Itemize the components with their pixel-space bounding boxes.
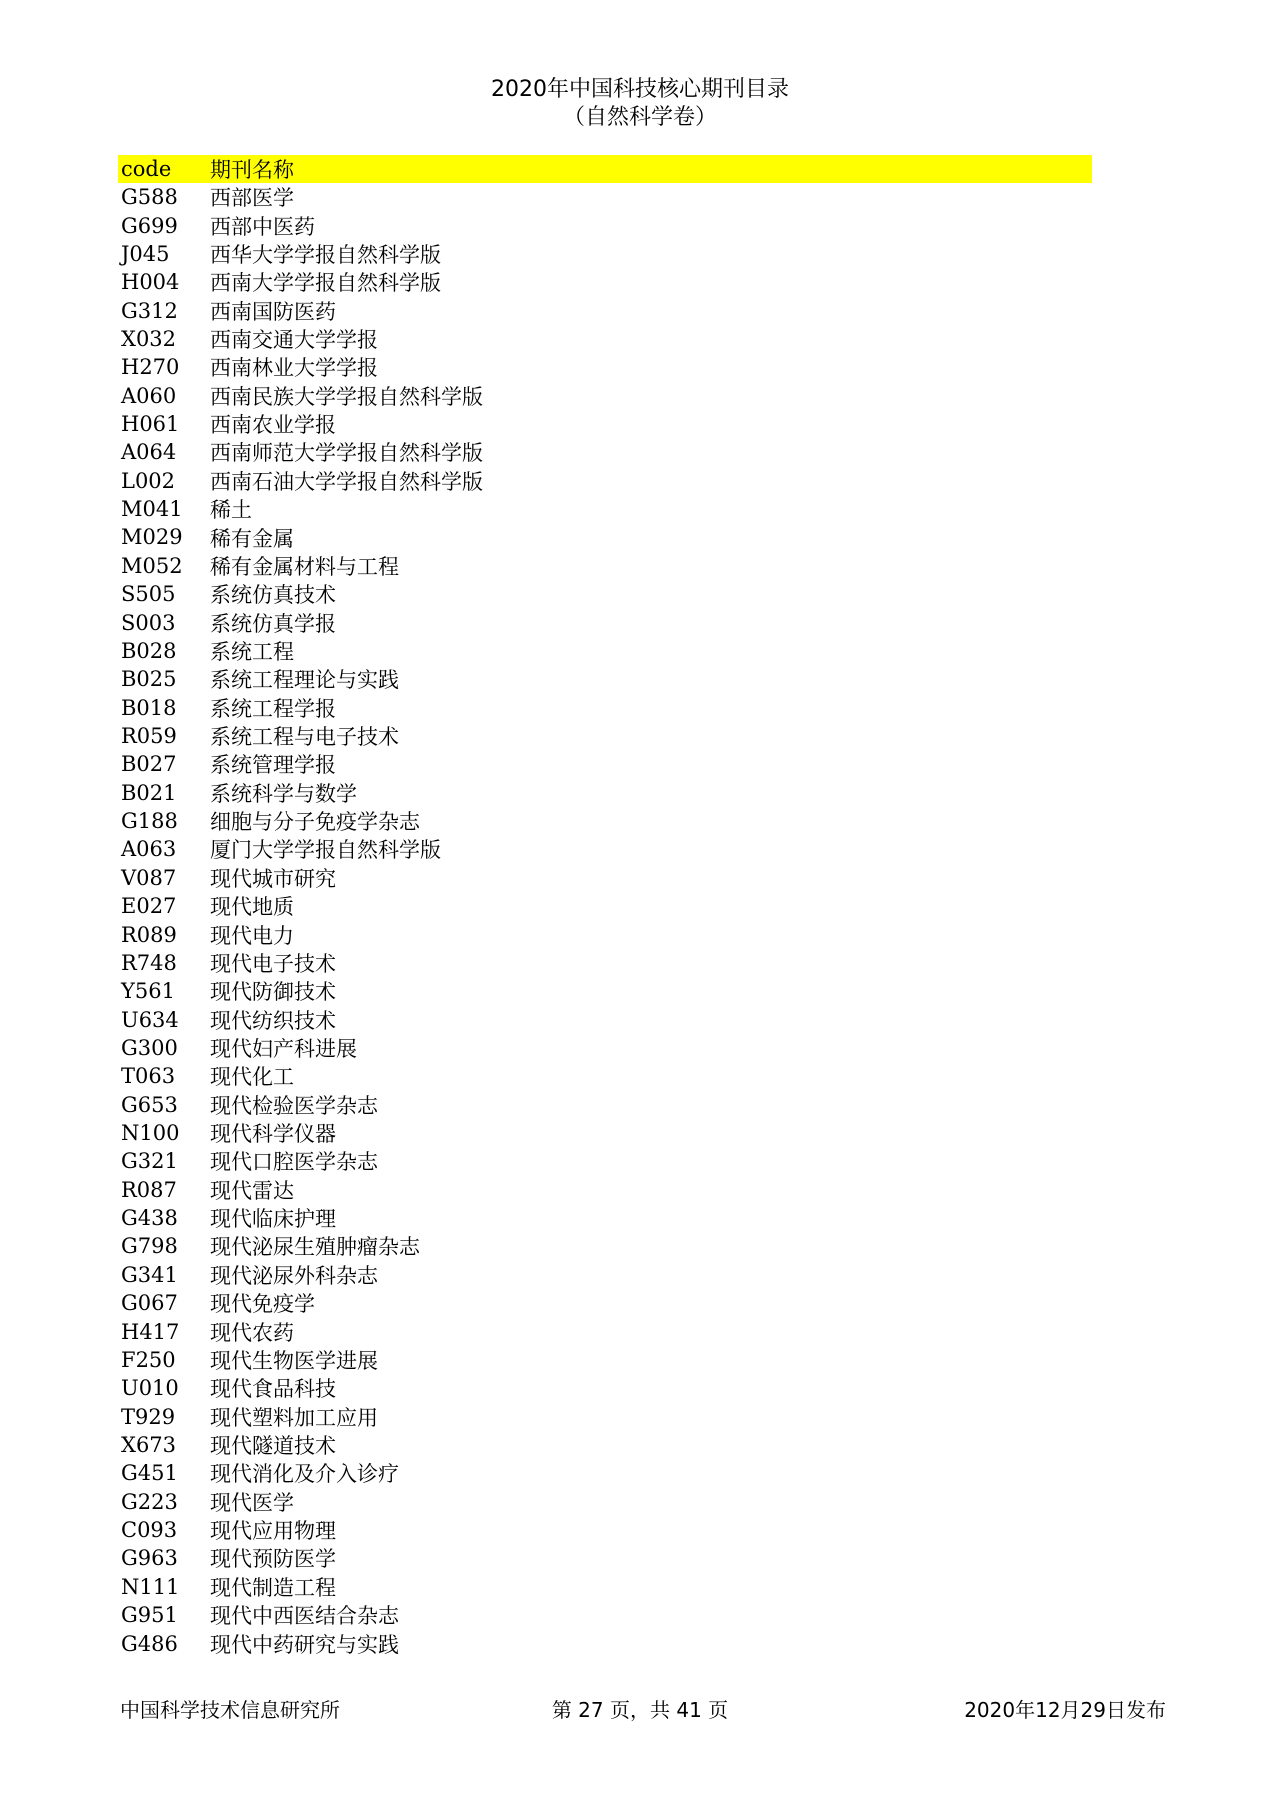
journal-code: G951 xyxy=(121,1603,178,1628)
table-row xyxy=(118,1346,1092,1374)
journal-name: 现代电力 xyxy=(210,923,294,948)
journal-code: G588 xyxy=(121,185,178,210)
journal-code: B028 xyxy=(121,638,177,663)
journal-name: 现代中药研究与实践 xyxy=(210,1632,399,1657)
journal-code: B018 xyxy=(121,695,177,720)
journal-code: U010 xyxy=(121,1376,179,1401)
journal-name: 西南交通大学学报 xyxy=(210,327,378,352)
table-row xyxy=(118,608,1092,636)
journal-code: A063 xyxy=(121,837,177,862)
journal-name: 西南林业大学学报 xyxy=(210,356,378,381)
journal-code: G312 xyxy=(121,298,178,323)
journal-code: A060 xyxy=(121,383,177,408)
journal-code: G451 xyxy=(121,1461,178,1486)
journal-code: M029 xyxy=(121,525,183,550)
table-row xyxy=(118,382,1092,410)
footer-page-number: 第 27 页，共 41 页 xyxy=(551,1698,729,1722)
journal-name: 现代城市研究 xyxy=(210,866,336,891)
journal-name: 系统仿真技术 xyxy=(210,583,336,608)
journal-name: 现代应用物理 xyxy=(210,1519,336,1544)
table-row xyxy=(118,1374,1092,1402)
table-row xyxy=(118,580,1092,608)
journal-code: G699 xyxy=(121,213,178,238)
journal-name: 西部医学 xyxy=(210,186,294,211)
journal-name: 现代防御技术 xyxy=(210,980,336,1005)
journal-code: G223 xyxy=(121,1489,178,1514)
table-row xyxy=(118,1629,1092,1657)
table-row xyxy=(118,467,1092,495)
table-row xyxy=(118,240,1092,268)
journal-name: 现代免疫学 xyxy=(210,1292,315,1317)
journal-name: 现代检验医学杂志 xyxy=(210,1093,378,1118)
journal-code: T063 xyxy=(121,1064,176,1089)
journal-code: G438 xyxy=(121,1206,178,1231)
journal-name: 现代电子技术 xyxy=(210,951,336,976)
table-row xyxy=(118,410,1092,438)
journal-code: X673 xyxy=(121,1432,177,1457)
table-row xyxy=(118,1317,1092,1345)
table-row xyxy=(118,438,1092,466)
table-row xyxy=(118,183,1092,211)
journal-code: G798 xyxy=(121,1234,178,1259)
table-row xyxy=(118,1119,1092,1147)
table-row xyxy=(118,920,1092,948)
table-row xyxy=(118,1544,1092,1572)
table-row xyxy=(118,779,1092,807)
journal-code: N100 xyxy=(121,1121,180,1146)
journal-code: R087 xyxy=(121,1177,177,1202)
header-name: 期刊名称 xyxy=(210,158,294,182)
table-row xyxy=(118,722,1092,750)
table-row xyxy=(118,1034,1092,1062)
table-row xyxy=(118,1516,1092,1544)
journal-name: 西华大学学报自然科学版 xyxy=(210,242,441,267)
journal-code: C093 xyxy=(121,1518,178,1543)
table-row xyxy=(118,835,1092,863)
journal-code: B021 xyxy=(121,780,177,805)
table-header-row xyxy=(118,155,1092,183)
journal-code: T929 xyxy=(121,1404,176,1429)
journal-name: 稀土 xyxy=(210,498,252,523)
journal-name: 现代中西医结合杂志 xyxy=(210,1604,399,1629)
journal-code: U634 xyxy=(121,1007,179,1032)
footer-date: 2020年12月29日发布 xyxy=(964,1698,1166,1722)
table-body xyxy=(118,183,1092,1658)
journal-name: 现代预防医学 xyxy=(210,1547,336,1572)
page-title: 2020年中国科技核心期刊目录 xyxy=(491,77,789,102)
journal-name: 现代食品科技 xyxy=(210,1377,336,1402)
journal-name: 系统仿真学报 xyxy=(210,611,336,636)
journal-code: X032 xyxy=(121,326,177,351)
journal-name: 现代科学仪器 xyxy=(210,1122,336,1147)
table-row xyxy=(118,1431,1092,1459)
journal-code: G300 xyxy=(121,1035,178,1060)
journal-code: E027 xyxy=(121,894,177,919)
journal-code: G963 xyxy=(121,1546,178,1571)
table-row xyxy=(118,1091,1092,1119)
journal-code: M052 xyxy=(121,553,183,578)
journal-name: 系统工程学报 xyxy=(210,696,336,721)
journal-name: 现代口腔医学杂志 xyxy=(210,1150,378,1175)
table-row xyxy=(118,1176,1092,1204)
journal-name: 西南民族大学学报自然科学版 xyxy=(210,384,483,409)
table-row xyxy=(118,693,1092,721)
journal-code: G321 xyxy=(121,1149,178,1174)
table-row xyxy=(118,1601,1092,1629)
journal-name: 西南师范大学学报自然科学版 xyxy=(210,441,483,466)
journal-name: 现代妇产科进展 xyxy=(210,1036,357,1061)
journal-name: 现代医学 xyxy=(210,1490,294,1515)
journal-code: G653 xyxy=(121,1092,178,1117)
table-row xyxy=(118,1005,1092,1033)
journal-name: 系统工程 xyxy=(210,639,294,664)
journal-code: R089 xyxy=(121,922,177,947)
journal-name: 现代隧道技术 xyxy=(210,1434,336,1458)
journal-code: S003 xyxy=(121,610,176,635)
page-subtitle: （自然科学卷） xyxy=(562,105,717,130)
journal-name: 现代雷达 xyxy=(210,1178,294,1203)
table-row xyxy=(118,750,1092,778)
journal-code: H004 xyxy=(121,270,180,295)
journal-name: 现代临床护理 xyxy=(210,1207,336,1232)
journal-code: R748 xyxy=(121,950,177,975)
journal-name: 现代消化及介入诊疗 xyxy=(210,1462,399,1487)
journal-name: 西部中医药 xyxy=(210,214,315,239)
table-row xyxy=(118,1289,1092,1317)
table-row xyxy=(118,1573,1092,1601)
journal-code: M041 xyxy=(121,497,183,522)
table-row xyxy=(118,325,1092,353)
journal-name: 系统工程理论与实践 xyxy=(210,668,399,693)
journal-name: 西南农业学报 xyxy=(210,413,336,438)
table-row xyxy=(118,1062,1092,1090)
journal-name: 现代制造工程 xyxy=(210,1575,336,1600)
journal-code: V087 xyxy=(121,865,177,890)
table-row xyxy=(118,1459,1092,1487)
journal-name: 西南国防医药 xyxy=(210,299,336,324)
table-row xyxy=(118,353,1092,381)
table-row xyxy=(118,495,1092,523)
table-row xyxy=(118,296,1092,324)
journal-name: 西南大学学报自然科学版 xyxy=(210,271,441,296)
journal-table xyxy=(118,155,1092,1658)
table-row xyxy=(118,977,1092,1005)
journal-code: H270 xyxy=(121,355,180,380)
footer-publisher: 中国科学技术信息研究所 xyxy=(120,1698,340,1722)
table-row xyxy=(118,1147,1092,1175)
table-row xyxy=(118,665,1092,693)
table-row xyxy=(118,1261,1092,1289)
journal-name: 现代化工 xyxy=(210,1065,294,1090)
journal-code: B025 xyxy=(121,667,177,692)
journal-code: H417 xyxy=(121,1319,180,1344)
journal-name: 现代泌尿生殖肿瘤杂志 xyxy=(210,1235,420,1260)
journal-code: F250 xyxy=(121,1347,176,1372)
table-row xyxy=(118,211,1092,239)
journal-code: N111 xyxy=(121,1574,180,1599)
journal-name: 系统科学与数学 xyxy=(210,781,357,806)
journal-code: G188 xyxy=(121,809,178,834)
table-row xyxy=(118,1402,1092,1430)
journal-name: 现代农药 xyxy=(210,1320,294,1345)
journal-code: G067 xyxy=(121,1291,178,1316)
journal-name: 现代塑料加工应用 xyxy=(210,1405,378,1430)
table-row xyxy=(118,1488,1092,1516)
table-row xyxy=(118,807,1092,835)
journal-code: L002 xyxy=(121,468,176,493)
journal-name: 西南石油大学学报自然科学版 xyxy=(210,469,483,494)
journal-name: 系统管理学报 xyxy=(210,753,336,778)
table-row xyxy=(118,268,1092,296)
journal-name: 现代泌尿外科杂志 xyxy=(210,1263,378,1288)
table-row xyxy=(118,864,1092,892)
journal-code: G486 xyxy=(121,1631,178,1656)
table-row xyxy=(118,1204,1092,1232)
journal-code: B027 xyxy=(121,752,177,777)
journal-code: A064 xyxy=(121,440,177,465)
journal-name: 现代纺织技术 xyxy=(210,1008,336,1033)
table-row xyxy=(118,552,1092,580)
journal-name: 稀有金属 xyxy=(210,526,294,551)
journal-code: S505 xyxy=(121,582,176,607)
journal-name: 现代生物医学进展 xyxy=(210,1348,378,1373)
journal-code: H061 xyxy=(121,412,180,437)
table-row xyxy=(118,1232,1092,1260)
journal-code: R059 xyxy=(121,724,177,748)
journal-name: 系统工程与电子技术 xyxy=(210,725,399,750)
journal-name: 细胞与分子免疫学杂志 xyxy=(210,810,420,835)
header-code: code xyxy=(121,157,172,181)
table-row xyxy=(118,523,1092,551)
journal-name: 厦门大学学报自然科学版 xyxy=(210,838,441,863)
journal-name: 现代地质 xyxy=(210,895,294,920)
journal-name: 稀有金属材料与工程 xyxy=(210,554,399,579)
table-row xyxy=(118,892,1092,920)
table-row xyxy=(118,637,1092,665)
journal-code: Y561 xyxy=(121,979,175,1004)
journal-code: J045 xyxy=(121,241,170,266)
journal-code: G341 xyxy=(121,1262,178,1287)
table-row xyxy=(118,949,1092,977)
